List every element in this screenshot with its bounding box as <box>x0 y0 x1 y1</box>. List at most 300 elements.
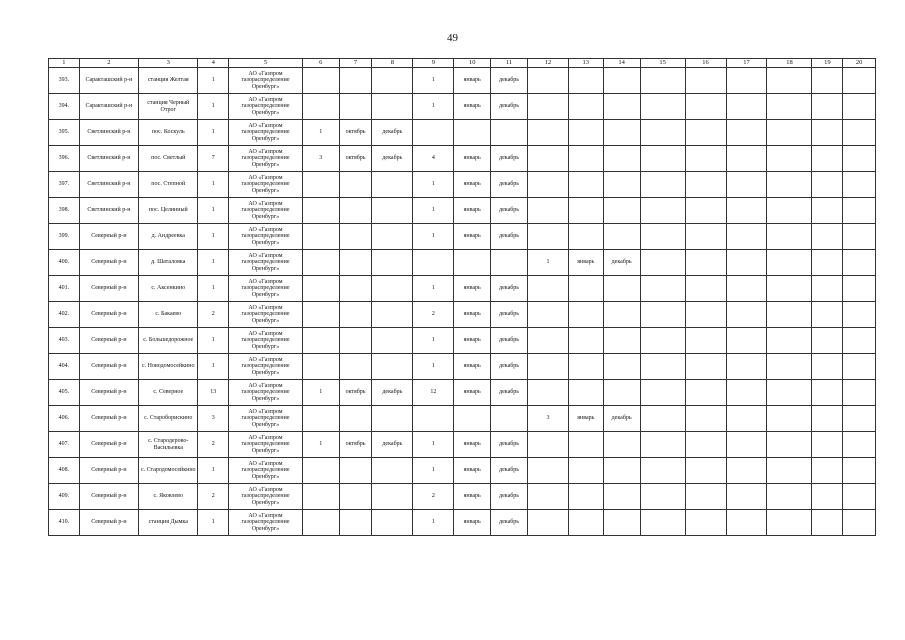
table-cell <box>640 510 685 536</box>
table-cell: пос. Степной <box>139 172 198 198</box>
table-cell <box>302 276 339 302</box>
table-cell <box>685 380 726 406</box>
table-cell <box>767 302 812 328</box>
table-cell: 410. <box>49 510 80 536</box>
table-cell <box>372 484 413 510</box>
table-cell: декабрь <box>491 354 528 380</box>
table-cell <box>726 120 767 146</box>
table-cell <box>726 458 767 484</box>
table-cell <box>568 276 603 302</box>
table-cell: Северный р-н <box>79 328 138 354</box>
table-cell <box>527 68 568 94</box>
table-cell: АО «Газпром газораспределение Оренбург» <box>229 380 303 406</box>
table-cell: декабрь <box>491 198 528 224</box>
table-cell <box>640 224 685 250</box>
table-cell: пос. Целинный <box>139 198 198 224</box>
table-row <box>49 224 876 250</box>
table-cell <box>603 146 640 172</box>
table-cell <box>843 276 876 302</box>
table-cell: АО «Газпром газораспределение Оренбург» <box>229 198 303 224</box>
table-cell: 398. <box>49 198 80 224</box>
table-cell <box>568 198 603 224</box>
table-cell: 409. <box>49 484 80 510</box>
table-cell <box>685 146 726 172</box>
table-cell <box>843 432 876 458</box>
table-cell <box>372 276 413 302</box>
table-cell: АО «Газпром газораспределение Оренбург» <box>229 484 303 510</box>
table-cell: январь <box>454 68 491 94</box>
table-cell: декабрь <box>372 120 413 146</box>
table-cell <box>726 172 767 198</box>
table-row <box>49 68 876 94</box>
table-cell <box>302 172 339 198</box>
table-cell: декабрь <box>491 484 528 510</box>
table-cell <box>726 302 767 328</box>
table-cell: 4 <box>413 146 454 172</box>
table-cell: январь <box>568 250 603 276</box>
table-cell <box>527 224 568 250</box>
table-row <box>49 302 876 328</box>
table-cell <box>640 172 685 198</box>
table-cell: 1 <box>413 94 454 120</box>
table-cell: с. Бакаево <box>139 302 198 328</box>
column-header: 11 <box>491 59 528 68</box>
table-cell: 405. <box>49 380 80 406</box>
table-cell <box>812 380 843 406</box>
table-cell <box>685 172 726 198</box>
table-cell <box>302 458 339 484</box>
table-cell: 1 <box>198 224 229 250</box>
table-cell <box>726 354 767 380</box>
table-cell: 406. <box>49 406 80 432</box>
table-cell: 394. <box>49 94 80 120</box>
table-cell <box>812 146 843 172</box>
column-header: 10 <box>454 59 491 68</box>
table-cell <box>527 432 568 458</box>
table-cell: с. Северное <box>139 380 198 406</box>
table-cell: 1 <box>198 68 229 94</box>
column-header: 20 <box>843 59 876 68</box>
table-cell: декабрь <box>491 276 528 302</box>
table-cell: 2 <box>413 484 454 510</box>
table-cell <box>685 484 726 510</box>
table-cell <box>339 328 372 354</box>
table-cell: 403. <box>49 328 80 354</box>
table-cell: декабрь <box>491 94 528 120</box>
table-row <box>49 484 876 510</box>
table-cell <box>685 406 726 432</box>
table-cell: декабрь <box>372 380 413 406</box>
table-cell <box>640 94 685 120</box>
table-cell <box>603 68 640 94</box>
table-cell <box>339 94 372 120</box>
table-cell <box>843 198 876 224</box>
column-header: 18 <box>767 59 812 68</box>
table-cell <box>527 354 568 380</box>
table-cell <box>767 406 812 432</box>
table-cell: станция Черный Отрог <box>139 94 198 120</box>
table-cell <box>767 276 812 302</box>
table-cell <box>640 406 685 432</box>
table-row <box>49 354 876 380</box>
table-cell <box>726 68 767 94</box>
table-cell <box>568 68 603 94</box>
table-cell <box>454 250 491 276</box>
column-number-header-row <box>49 59 876 68</box>
table-cell <box>568 224 603 250</box>
table-cell <box>302 224 339 250</box>
table-cell <box>685 250 726 276</box>
table-cell: Северный р-н <box>79 250 138 276</box>
table-cell: декабрь <box>491 328 528 354</box>
table-cell: АО «Газпром газораспределение Оренбург» <box>229 68 303 94</box>
table-cell <box>812 328 843 354</box>
table-cell: 399. <box>49 224 80 250</box>
table-cell: Северный р-н <box>79 302 138 328</box>
table-cell: декабрь <box>603 406 640 432</box>
table-cell <box>767 198 812 224</box>
column-header: 12 <box>527 59 568 68</box>
table-cell <box>726 510 767 536</box>
table-cell <box>527 172 568 198</box>
table-cell <box>527 120 568 146</box>
table-cell <box>640 380 685 406</box>
table-cell: 1 <box>198 510 229 536</box>
table-cell <box>372 510 413 536</box>
table-cell <box>527 380 568 406</box>
table-cell <box>372 172 413 198</box>
table-cell: 3 <box>198 406 229 432</box>
table-cell <box>339 250 372 276</box>
table-cell <box>685 302 726 328</box>
table-cell <box>527 510 568 536</box>
table-cell <box>527 146 568 172</box>
table-cell <box>527 458 568 484</box>
table-cell: с. Стародомосейкино <box>139 458 198 484</box>
column-header: 8 <box>372 59 413 68</box>
table-cell <box>726 380 767 406</box>
table-cell <box>843 380 876 406</box>
table-cell <box>339 458 372 484</box>
table-cell <box>843 94 876 120</box>
table-cell: декабрь <box>372 146 413 172</box>
table-cell <box>372 302 413 328</box>
table-cell: с. Яковлево <box>139 484 198 510</box>
table-cell <box>491 250 528 276</box>
table-cell <box>372 328 413 354</box>
table-cell: Северный р-н <box>79 432 138 458</box>
table-cell: 3 <box>302 146 339 172</box>
table-cell <box>685 510 726 536</box>
table-cell <box>812 354 843 380</box>
table-cell <box>640 146 685 172</box>
table-cell: Северный р-н <box>79 380 138 406</box>
table-cell <box>568 172 603 198</box>
table-cell: станция Дымка <box>139 510 198 536</box>
table-cell: 1 <box>198 328 229 354</box>
column-header: 15 <box>640 59 685 68</box>
table-cell: Саракташский р-н <box>79 94 138 120</box>
table-cell <box>843 484 876 510</box>
table-cell <box>339 198 372 224</box>
table-cell: 1 <box>413 172 454 198</box>
table-cell <box>640 354 685 380</box>
table-cell <box>339 354 372 380</box>
table-cell <box>372 354 413 380</box>
column-header: 4 <box>198 59 229 68</box>
table-cell <box>843 250 876 276</box>
table-cell <box>640 458 685 484</box>
table-cell <box>568 120 603 146</box>
table-cell <box>767 354 812 380</box>
table-cell <box>767 172 812 198</box>
table-cell: 3 <box>527 406 568 432</box>
table-cell: октябрь <box>339 380 372 406</box>
table-cell: декабрь <box>491 146 528 172</box>
table-cell <box>568 380 603 406</box>
table-cell <box>640 276 685 302</box>
column-header: 3 <box>139 59 198 68</box>
table-cell <box>302 302 339 328</box>
table-cell: 2 <box>198 302 229 328</box>
table-cell: 1 <box>302 380 339 406</box>
table-cell <box>568 302 603 328</box>
table-cell: 1 <box>413 458 454 484</box>
column-header: 16 <box>685 59 726 68</box>
column-header: 6 <box>302 59 339 68</box>
table-cell <box>603 458 640 484</box>
table-cell <box>812 276 843 302</box>
table-cell: декабрь <box>603 250 640 276</box>
table-cell <box>767 120 812 146</box>
table-cell <box>843 120 876 146</box>
table-cell <box>640 302 685 328</box>
table-cell <box>454 406 491 432</box>
table-cell <box>812 302 843 328</box>
table-cell: 1 <box>198 94 229 120</box>
table-cell: 2 <box>198 484 229 510</box>
table-cell: Северный р-н <box>79 484 138 510</box>
table-cell: д. Андреевка <box>139 224 198 250</box>
table-row <box>49 250 876 276</box>
table-cell: декабрь <box>491 432 528 458</box>
table-row <box>49 94 876 120</box>
table-cell <box>812 432 843 458</box>
column-header: 14 <box>603 59 640 68</box>
table-cell <box>491 406 528 432</box>
column-header: 1 <box>49 59 80 68</box>
table-cell <box>302 510 339 536</box>
table-cell <box>767 328 812 354</box>
table-cell <box>640 328 685 354</box>
table-cell <box>812 484 843 510</box>
table-cell: 1 <box>413 68 454 94</box>
table-cell: 1 <box>527 250 568 276</box>
table-cell <box>843 406 876 432</box>
table-cell <box>413 120 454 146</box>
table-cell <box>767 250 812 276</box>
table-cell <box>812 250 843 276</box>
table-cell <box>568 484 603 510</box>
table-cell: 1 <box>413 510 454 536</box>
gasification-schedule-table <box>48 58 876 536</box>
table-cell: 401. <box>49 276 80 302</box>
table-cell: АО «Газпром газораспределение Оренбург» <box>229 510 303 536</box>
table-cell <box>527 276 568 302</box>
table-cell: АО «Газпром газораспределение Оренбург» <box>229 172 303 198</box>
table-cell <box>527 328 568 354</box>
table-cell <box>568 94 603 120</box>
table-cell <box>372 68 413 94</box>
table-cell <box>568 432 603 458</box>
table-cell: 1 <box>413 224 454 250</box>
table-cell: 408. <box>49 458 80 484</box>
table-cell: 1 <box>198 172 229 198</box>
table-cell <box>726 224 767 250</box>
table-cell: январь <box>454 354 491 380</box>
table-cell <box>491 120 528 146</box>
table-cell <box>685 328 726 354</box>
table-cell: пос. Светлый <box>139 146 198 172</box>
table-cell <box>527 302 568 328</box>
table-cell: октябрь <box>339 120 372 146</box>
table-cell <box>372 458 413 484</box>
table-cell: 1 <box>198 458 229 484</box>
table-cell <box>726 276 767 302</box>
table-cell: с. Новодомосейкино <box>139 354 198 380</box>
table-cell <box>568 146 603 172</box>
table-cell <box>685 68 726 94</box>
table-cell <box>685 94 726 120</box>
table-cell: 1 <box>198 276 229 302</box>
table-cell <box>640 250 685 276</box>
table-cell <box>603 484 640 510</box>
table-cell <box>603 432 640 458</box>
column-header: 19 <box>812 59 843 68</box>
table-cell: 1 <box>302 432 339 458</box>
table-cell: Северный р-н <box>79 354 138 380</box>
table-cell <box>685 276 726 302</box>
table-cell: Светлинский р-н <box>79 172 138 198</box>
table-row <box>49 328 876 354</box>
table-cell <box>812 458 843 484</box>
table-cell: январь <box>454 328 491 354</box>
table-cell: январь <box>454 432 491 458</box>
table-cell <box>843 328 876 354</box>
table-cell: АО «Газпром газораспределение Оренбург» <box>229 120 303 146</box>
table-cell <box>339 172 372 198</box>
table-cell <box>843 302 876 328</box>
table-cell <box>372 250 413 276</box>
table-cell <box>339 302 372 328</box>
table-cell <box>767 146 812 172</box>
table-cell <box>812 172 843 198</box>
table-cell <box>726 328 767 354</box>
table-cell <box>603 224 640 250</box>
table-cell: Светлинский р-н <box>79 198 138 224</box>
table-cell <box>603 510 640 536</box>
table-cell <box>339 484 372 510</box>
table-cell <box>726 198 767 224</box>
table-cell: 402. <box>49 302 80 328</box>
table-cell: декабрь <box>491 172 528 198</box>
table-cell <box>843 224 876 250</box>
table-cell <box>339 276 372 302</box>
table-cell <box>767 68 812 94</box>
table-cell <box>640 484 685 510</box>
table-cell: январь <box>454 484 491 510</box>
table-cell: октябрь <box>339 432 372 458</box>
table-row <box>49 406 876 432</box>
table-cell: Светлинский р-н <box>79 120 138 146</box>
table-cell: январь <box>454 172 491 198</box>
table-cell <box>812 224 843 250</box>
table-cell <box>812 68 843 94</box>
table-cell: 1 <box>302 120 339 146</box>
table-cell: АО «Газпром газораспределение Оренбург» <box>229 354 303 380</box>
table-cell <box>685 198 726 224</box>
column-header: 5 <box>229 59 303 68</box>
table-cell <box>843 354 876 380</box>
table-cell <box>726 432 767 458</box>
table-cell: 13 <box>198 380 229 406</box>
column-header: 2 <box>79 59 138 68</box>
table-cell <box>302 94 339 120</box>
table-cell <box>843 510 876 536</box>
table-cell <box>812 120 843 146</box>
table-cell: 7 <box>198 146 229 172</box>
table-cell: Северный р-н <box>79 406 138 432</box>
table-cell: январь <box>568 406 603 432</box>
table-cell: 400. <box>49 250 80 276</box>
table-cell: 2 <box>413 302 454 328</box>
table-cell: Северный р-н <box>79 276 138 302</box>
table-cell: АО «Газпром газораспределение Оренбург» <box>229 94 303 120</box>
table-cell: январь <box>454 276 491 302</box>
table-cell: с. Аксенкино <box>139 276 198 302</box>
table-cell <box>640 68 685 94</box>
table-cell <box>685 432 726 458</box>
table-cell <box>302 484 339 510</box>
table-cell <box>603 328 640 354</box>
table-row <box>49 146 876 172</box>
table-cell <box>302 198 339 224</box>
table-cell <box>372 224 413 250</box>
table-cell <box>843 172 876 198</box>
table-row <box>49 172 876 198</box>
table-row <box>49 120 876 146</box>
table-cell <box>603 380 640 406</box>
table-cell <box>812 406 843 432</box>
table-cell <box>843 146 876 172</box>
table-cell <box>603 198 640 224</box>
table-cell: 393. <box>49 68 80 94</box>
table-cell <box>603 302 640 328</box>
table-cell: 407. <box>49 432 80 458</box>
table-cell: Саракташский р-н <box>79 68 138 94</box>
table-cell <box>767 224 812 250</box>
page-number: 49 <box>447 32 458 44</box>
table-cell: Северный р-н <box>79 458 138 484</box>
table-row <box>49 510 876 536</box>
table-cell <box>726 250 767 276</box>
table-cell <box>603 172 640 198</box>
table-cell: 397. <box>49 172 80 198</box>
table-cell: АО «Газпром газораспределение Оренбург» <box>229 250 303 276</box>
table-cell <box>302 406 339 432</box>
table-cell: АО «Газпром газораспределение Оренбург» <box>229 224 303 250</box>
table-cell: 1 <box>198 250 229 276</box>
